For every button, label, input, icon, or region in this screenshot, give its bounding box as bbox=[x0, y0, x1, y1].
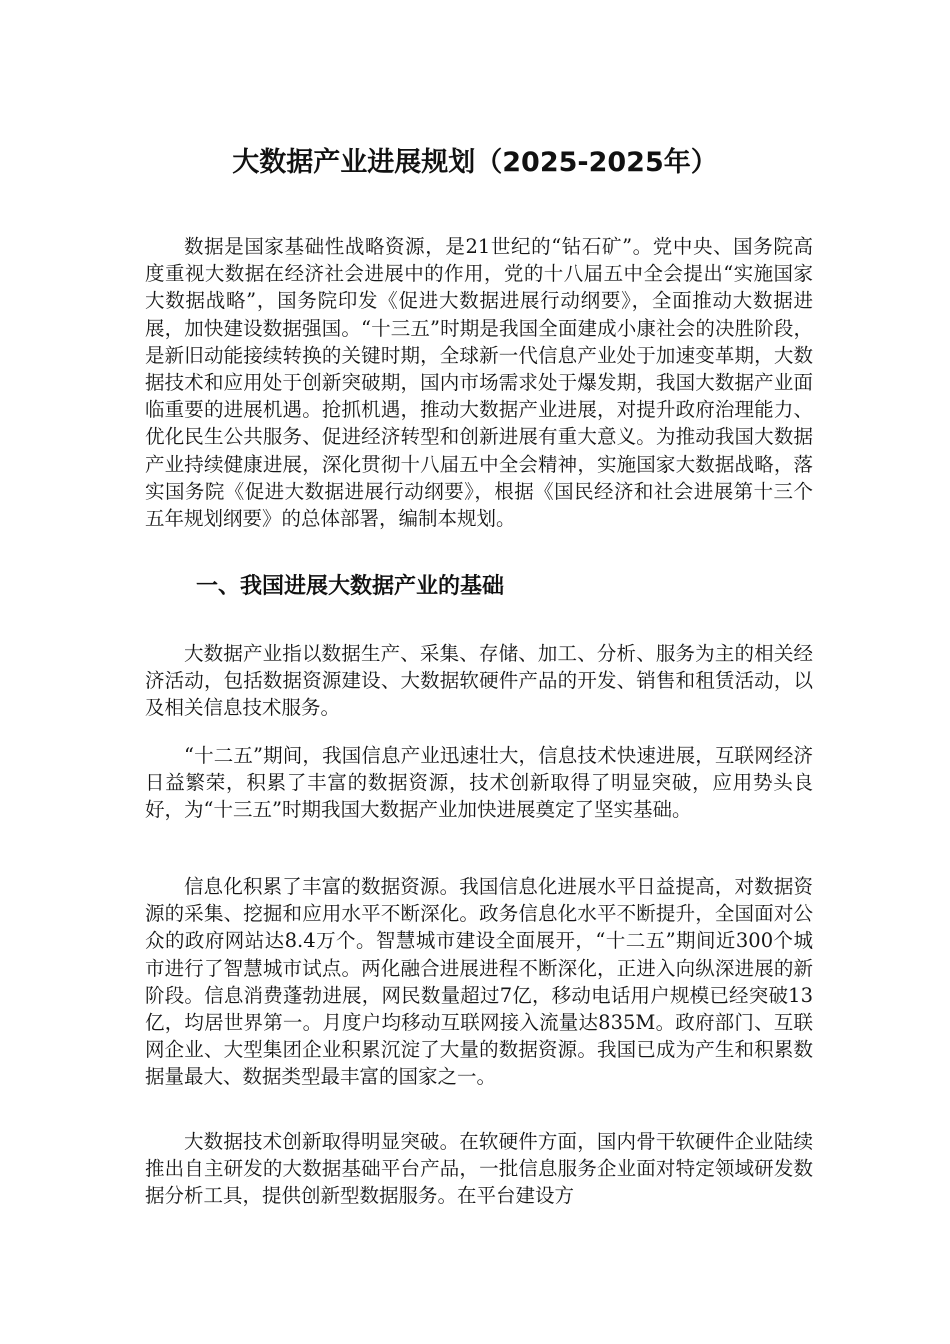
section-paragraph: 大数据技术创新取得明显突破。在软硬件方面，国内骨干软硬件企业陆续推出自主研发的大数据基础平台产品，一批信息服务企业面对特定领域研发数据分析工具，提供创新型数据服务。在平台建设方 bbox=[145, 1130, 813, 1208]
section-paragraph: 信息化积累了丰富的数据资源。我国信息化进展水平日益提高，对数据资源的采集、挖掘和应用水平不断深化。政务信息化水平不断提升，全国面对公众的政府网站达8.4万个。智慧城市建设全面展开，“十二五”期间近300个城市进行了智慧城市试点。两化融合进展进程不断深化，正进入向纵深进展的新阶段。信息消费蓬勃进展，网民数量超过7亿，移动电话用户规模已经突破13亿，均居世界第一。月度户均移动互联网接入流量达835M。政府部门、互联网企业、大型集团企业积累沉淀了大量的数据资源。我国已成为产生和积累数据量最大、数据类型最丰富的国家之一。 bbox=[145, 875, 813, 1089]
section-heading: 一、我国进展大数据产业的基础 bbox=[196, 574, 505, 599]
section-paragraph: “十二五”期间，我国信息产业迅速壮大，信息技术快速进展，互联网经济日益繁荣，积累了丰富的数据资源，技术创新取得了明显突破，应用势头良好，为“十三五”时期我国大数据产业加快进展奠定了坚实基础。 bbox=[145, 744, 813, 822]
intro-paragraph: 数据是国家基础性战略资源，是21世纪的“钻石矿”。党中央、国务院高度重视大数据在经济社会进展中的作用，党的十八届五中全会提出“实施国家大数据战略”，国务院印发《促进大数据进展行动纲要》，全面推动大数据进展，加快建设数据强国。“十三五”时期是我国全面建成小康社会的决胜阶段，是新旧动能接续转换的关键时期，全球新一代信息产业处于加速变革期，大数据技术和应用处于创新突破期，国内市场需求处于爆发期，我国大数据产业面临重要的进展机遇。抢抓机遇，推动大数据产业进展，对提升政府治理能力、优化民生公共服务、促进经济转型和创新进展有重大意义。为推动我国大数据产业持续健康进展，深化贯彻十八届五中全会精神，实施国家大数据战略，落实国务院《促进大数据进展行动纲要》，根据《国民经济和社会进展第十三个五年规划纲要》的总体部署，编制本规划。 bbox=[145, 235, 813, 531]
section-paragraph: 大数据产业指以数据生产、采集、存储、加工、分析、服务为主的相关经济活动，包括数据资源建设、大数据软硬件产品的开发、销售和租赁活动，以及相关信息技术服务。 bbox=[145, 642, 813, 720]
document-title: 大数据产业进展规划（2025-2025年） bbox=[232, 147, 718, 178]
